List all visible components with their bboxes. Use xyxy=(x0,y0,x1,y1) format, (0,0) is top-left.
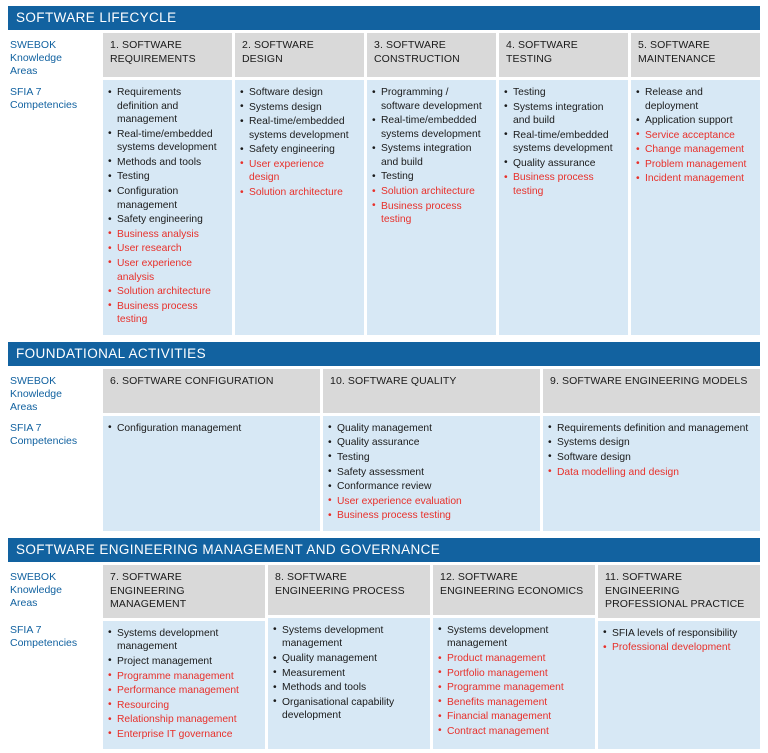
column-body xyxy=(367,80,496,335)
row-label-swebok-line2: Knowledge xyxy=(10,52,62,65)
row-label-swebok xyxy=(8,33,100,77)
column-body xyxy=(543,416,760,531)
column-header: 2. SOFTWARE DESIGN xyxy=(235,33,364,77)
row-label-sfia-line1: SFIA 7 xyxy=(10,623,42,636)
column-software-maintenance xyxy=(631,33,760,335)
row-label-sfia xyxy=(8,416,100,531)
column-software-design xyxy=(235,33,364,335)
column-header: 5. SOFTWARE MAINTENANCE xyxy=(631,33,760,77)
list-item: • User research xyxy=(108,242,225,256)
column-header: 10. SOFTWARE QUALITY xyxy=(323,369,540,413)
column-header: 3. SOFTWARE CONSTRUCTION xyxy=(367,33,496,77)
section-banner-management-and-governance: SOFTWARE ENGINEERING MANAGEMENT AND GOVERNANCE xyxy=(8,538,760,562)
list-item: • Quality assurance xyxy=(328,436,533,450)
list-item: • Project management xyxy=(108,655,258,669)
competency-list xyxy=(372,86,489,227)
list-item: • Product management xyxy=(438,652,588,666)
competency-list xyxy=(108,627,258,742)
list-item: • Measurement xyxy=(273,667,423,681)
list-item: • Solution architecture xyxy=(372,185,489,199)
row-label-sfia xyxy=(8,80,100,335)
competency-list xyxy=(328,422,533,523)
list-item: • Testing xyxy=(108,170,225,184)
list-item: • Systems design xyxy=(548,436,753,450)
list-item: • Systems design xyxy=(240,101,357,115)
list-item: • Systems development management xyxy=(438,624,588,651)
list-item: • Portfolio management xyxy=(438,667,588,681)
column-software-quality xyxy=(323,369,540,531)
section-grid-foundational-activities xyxy=(8,369,760,531)
list-item: • Business process testing xyxy=(372,200,489,227)
list-item: • Systems development management xyxy=(273,624,423,651)
column-body xyxy=(103,621,265,750)
list-item: • Real-time/embedded systems development xyxy=(240,115,357,142)
column-software-engineering-models xyxy=(543,369,760,531)
section-grid-management-and-governance xyxy=(8,565,760,750)
competency-list xyxy=(240,86,357,200)
list-item: • Change management xyxy=(636,143,753,157)
list-item: • Software design xyxy=(548,451,753,465)
row-labels-column xyxy=(8,565,100,750)
list-item: • Configuration management xyxy=(108,422,313,436)
list-item: • Contract management xyxy=(438,725,588,739)
list-item: • Programming / software development xyxy=(372,86,489,113)
list-item: • SFIA levels of responsibility xyxy=(603,627,753,641)
list-item: • Methods and tools xyxy=(108,156,225,170)
list-item: • Data modelling and design xyxy=(548,466,753,480)
section-banner-software-lifecycle: SOFTWARE LIFECYCLE xyxy=(8,6,760,30)
column-header: 12. SOFTWARE ENGINEERING ECONOMICS xyxy=(433,565,595,615)
list-item: • Systems integration and build xyxy=(372,142,489,169)
row-label-swebok-line1: SWEBOK xyxy=(10,374,57,387)
list-item: • Performance management xyxy=(108,684,258,698)
column-software-engineering-professional-practice xyxy=(598,565,760,750)
competency-list xyxy=(603,627,753,655)
column-header: 6. SOFTWARE CONFIGURATION xyxy=(103,369,320,413)
list-item: • Real-time/embedded systems development xyxy=(372,114,489,141)
column-body xyxy=(433,618,595,750)
list-item: • Release and deployment xyxy=(636,86,753,113)
list-item: • Systems development management xyxy=(108,627,258,654)
list-item: • Safety assessment xyxy=(328,466,533,480)
column-header: 11. SOFTWARE ENGINEERING PROFESSIONAL PRACTICE xyxy=(598,565,760,618)
competency-list xyxy=(548,422,753,479)
list-item: • Systems integration and build xyxy=(504,101,621,128)
row-label-swebok xyxy=(8,565,100,615)
list-item: • User experience design xyxy=(240,158,357,185)
list-item: • Real-time/embedded systems development xyxy=(504,129,621,156)
list-item: • Professional development xyxy=(603,641,753,655)
list-item: • Quality management xyxy=(273,652,423,666)
row-label-sfia-line2: Competencies xyxy=(10,637,78,649)
competency-list xyxy=(636,86,753,186)
list-item: • Resourcing xyxy=(108,699,258,713)
column-body xyxy=(598,621,760,750)
column-software-configuration xyxy=(103,369,320,531)
list-item: • Business process testing xyxy=(108,300,225,327)
list-item: • Incident management xyxy=(636,172,753,186)
competency-list xyxy=(438,624,588,739)
column-body xyxy=(499,80,628,335)
column-software-requirements xyxy=(103,33,232,335)
column-body xyxy=(103,416,320,531)
column-header: 9. SOFTWARE ENGINEERING MODELS xyxy=(543,369,760,413)
competency-list xyxy=(108,86,225,327)
column-software-construction xyxy=(367,33,496,335)
column-header: 1. SOFTWARE REQUIREMENTS xyxy=(103,33,232,77)
list-item: • Programme management xyxy=(108,670,258,684)
columns-software-lifecycle xyxy=(103,33,760,335)
list-item: • Organisational capability development xyxy=(273,696,423,723)
list-item: • Real-time/embedded systems development xyxy=(108,128,225,155)
row-label-swebok-line2: Knowledge xyxy=(10,387,62,400)
column-body xyxy=(631,80,760,335)
list-item: • User experience analysis xyxy=(108,257,225,284)
list-item: • Testing xyxy=(372,170,489,184)
column-body xyxy=(268,618,430,750)
competency-list xyxy=(504,86,621,199)
list-item: • Solution architecture xyxy=(240,186,357,200)
list-item: • Requirements definition and management xyxy=(108,86,225,127)
list-item: • Testing xyxy=(328,451,533,465)
list-item: • Business process testing xyxy=(504,171,621,198)
column-body xyxy=(323,416,540,531)
list-item: • Financial management xyxy=(438,710,588,724)
list-item: • User experience evaluation xyxy=(328,495,533,509)
list-item: • Solution architecture xyxy=(108,285,225,299)
list-item: • Benefits management xyxy=(438,696,588,710)
row-labels-column xyxy=(8,33,100,335)
list-item: • Business process testing xyxy=(328,509,533,523)
list-item: • Requirements definition and management xyxy=(548,422,753,436)
column-header: 4. SOFTWARE TESTING xyxy=(499,33,628,77)
section-grid-software-lifecycle xyxy=(8,33,760,335)
list-item: • Safety engineering xyxy=(240,143,357,157)
row-label-swebok-line3: Areas xyxy=(10,65,38,78)
list-item: • Service acceptance xyxy=(636,129,753,143)
list-item: • Safety engineering xyxy=(108,213,225,227)
columns-management-and-governance xyxy=(103,565,760,750)
competency-list xyxy=(273,624,423,723)
column-software-testing xyxy=(499,33,628,335)
row-label-sfia-line1: SFIA 7 xyxy=(10,421,42,434)
column-header: 7. SOFTWARE ENGINEERING MANAGEMENT xyxy=(103,565,265,618)
list-item: • Testing xyxy=(504,86,621,100)
column-software-engineering-management xyxy=(103,565,265,750)
list-item: • Quality assurance xyxy=(504,157,621,171)
columns-foundational-activities xyxy=(103,369,760,531)
list-item: • Methods and tools xyxy=(273,681,423,695)
list-item: • Problem management xyxy=(636,158,753,172)
list-item: • Business analysis xyxy=(108,228,225,242)
list-item: • Application support xyxy=(636,114,753,128)
column-software-engineering-process xyxy=(268,565,430,750)
row-label-swebok xyxy=(8,369,100,413)
row-label-swebok-line1: SWEBOK xyxy=(10,570,57,583)
row-label-sfia-line2: Competencies xyxy=(10,99,78,112)
list-item: • Conformance review xyxy=(328,480,533,494)
row-label-swebok-line3: Areas xyxy=(10,597,38,610)
list-item: • Enterprise IT governance xyxy=(108,728,258,742)
list-item: • Configuration management xyxy=(108,185,225,212)
column-header: 8. SOFTWARE ENGINEERING PROCESS xyxy=(268,565,430,615)
list-item: • Programme management xyxy=(438,681,588,695)
column-body xyxy=(103,80,232,335)
list-item: • Relationship management xyxy=(108,713,258,727)
row-label-swebok-line2: Knowledge xyxy=(10,584,62,596)
competency-list xyxy=(108,422,313,436)
column-body xyxy=(235,80,364,335)
row-labels-column xyxy=(8,369,100,531)
list-item: • Software design xyxy=(240,86,357,100)
list-item: • Quality management xyxy=(328,422,533,436)
row-label-sfia-line2: Competencies xyxy=(10,434,78,447)
row-label-sfia xyxy=(8,618,100,750)
section-banner-foundational-activities: FOUNDATIONAL ACTIVITIES xyxy=(8,342,760,366)
column-software-engineering-economics xyxy=(433,565,595,750)
row-label-swebok-line1: SWEBOK xyxy=(10,39,57,51)
row-label-sfia-line1: SFIA 7 xyxy=(10,86,42,98)
row-label-swebok-line3: Areas xyxy=(10,401,38,414)
